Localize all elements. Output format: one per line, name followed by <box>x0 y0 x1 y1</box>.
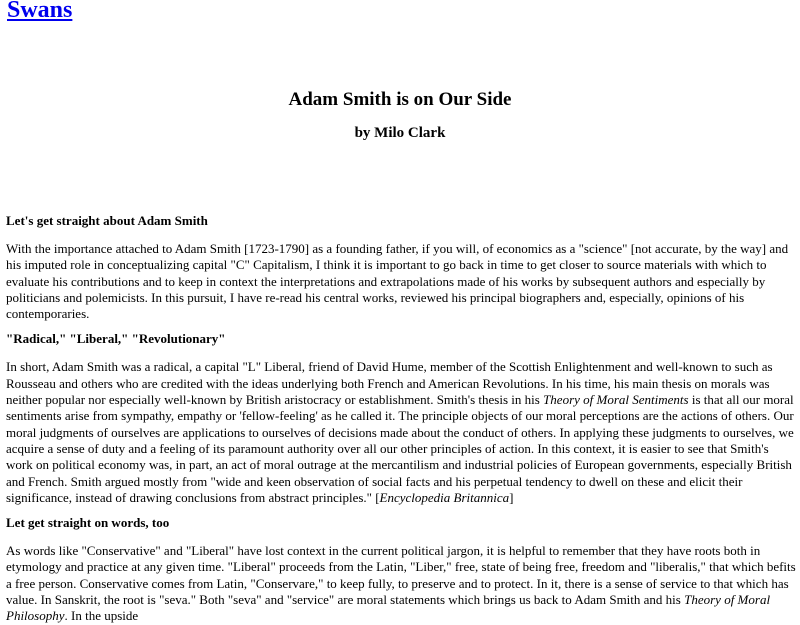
article-byline: by Milo Clark <box>354 125 446 141</box>
site-logo-link[interactable]: Swans <box>7 0 73 23</box>
section-paragraph <box>6 241 796 322</box>
text-run: ] <box>509 489 514 505</box>
text-run: As words like "Conservative" and "Liberal" have lost context in the current political jargon, it is helpful to remember that they have roots both in etymology and practice at any given time. "Liberal" proceeds from the Latin, "Liber," free, state of being free, freedom and "liberalis," that which befits a free person. Conservative comes from Latin, "Conservare," to keep fully, to preserve and to protect. In it, there is a sense of service to that which has value. In Sanskrit, the root is "seva." Both "seva" and "service" are moral statements which brings us back to Adam Smith and his <box>6 543 796 608</box>
text-run: is that all our moral sentiments arise from sympathy, empathy or 'fellow-feeling' as he called it. The principle objects of our moral perceptions are the actions of others. Our moral judgments of ourselves are applications to ourselves of decisions made about the conduct of others. In applying these judgments to ourselves, we acquire a sense of duty and a feeling of its paramount authority over all our other principles of action. In this context, it is easier to see that Smith's work on political economy was, in part, an act of moral outrage at the mercantilism and industrial policies of European governments, especially British and French. Smith argued mostly from "wide and keen observation of social facts and his perpetual tendency to dwell on these and elicit their significance, instead of drawing conclusions from abstract principles." [ <box>6 392 794 505</box>
article-title: Adam Smith is on Our Side <box>288 89 512 110</box>
text-run: . In the upside <box>64 608 139 624</box>
italic-title: Encyclopedia Britannica <box>379 489 510 505</box>
italic-title: Theory of Moral Philosophy <box>6 592 771 624</box>
section-heading: "Radical," "Liberal," "Revolutionary" <box>6 331 226 347</box>
section-heading: Let get straight on words, too <box>6 515 170 531</box>
section-paragraph <box>6 543 796 624</box>
text-run: In short, Adam Smith was a radical, a capital "L" Liberal, friend of David Hume, member of the Scottish Enlightenment and well-known to such as Rousseau and others who are credited with the ideas underlying both French and American Revolutions. In his time, his main thesis on morals was neither popular nor especially well-known by British aristocracy or establishment. Smith's thesis in his <box>6 359 773 408</box>
italic-title: Theory of Moral Sentiments <box>543 392 689 408</box>
section-heading: Let's get straight about Adam Smith <box>6 213 208 228</box>
article-body <box>6 212 796 625</box>
section-paragraph <box>6 359 796 506</box>
text-run: With the importance attached to Adam Smith [1723-1790] as a founding father, if you will, of economics as a "science" [not accurate, by the way] and his imputed role in conceptualizing capital "C" Capitalism, I think it is important to go back in time to get closer to source materials with which to evaluate his contributions and to keep in context the interpretations and extrapolations made of his works by subsequent authors and especially by politicians and polemicists. In this pursuit, I have re-read his central works, reviewed his principal biographers and, especially, opinions of his contemporaries. <box>6 241 789 322</box>
